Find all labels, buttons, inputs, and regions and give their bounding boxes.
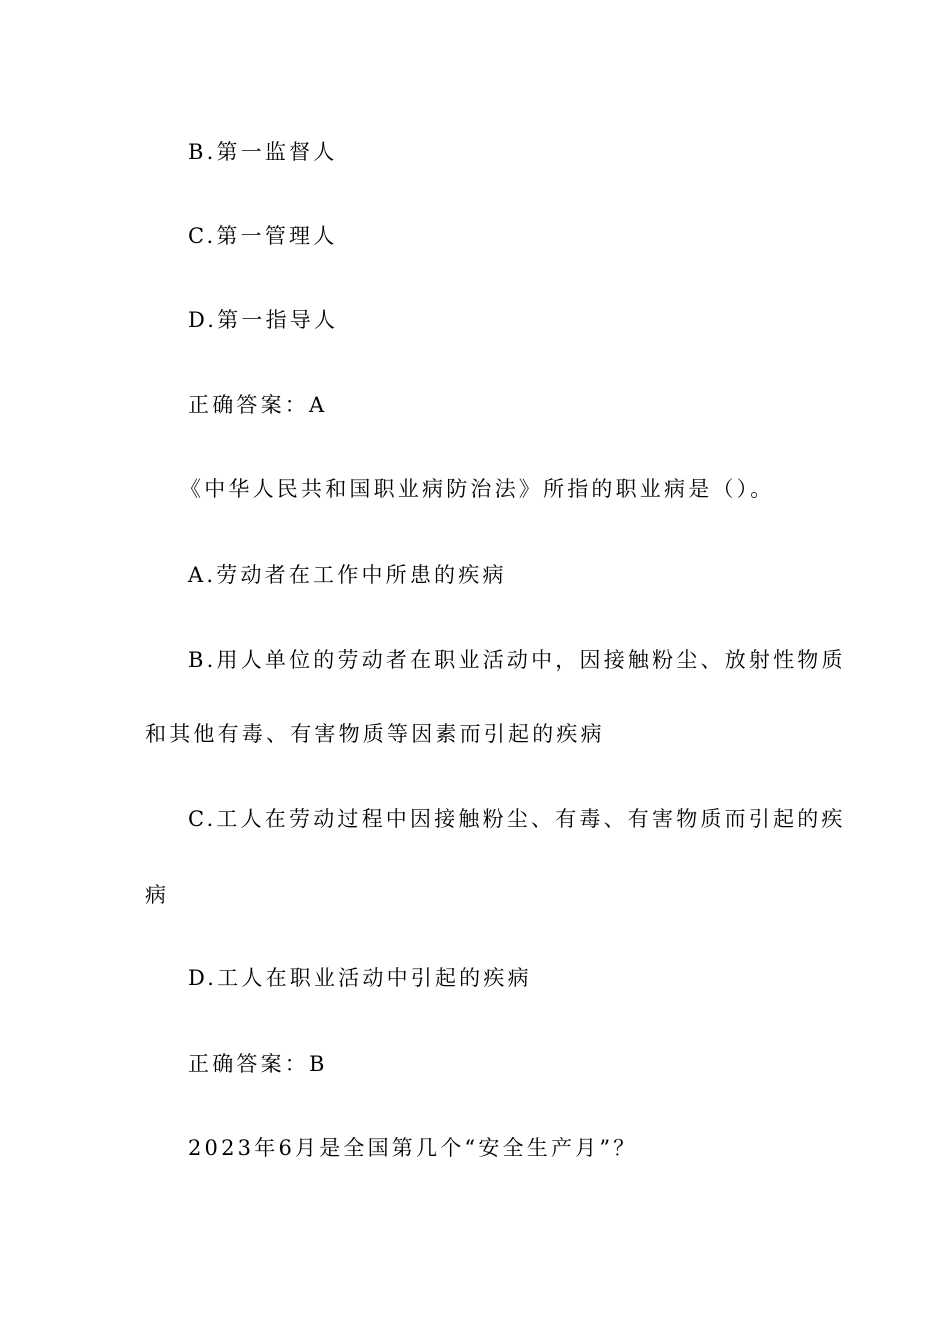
answer-text-2: 正确答案：B [188, 1052, 328, 1076]
option-d-text: D.第一指导人 [188, 308, 339, 332]
option-c-text: C.第一管理人 [188, 224, 338, 248]
option-c-text-line1: C.工人在劳动过程中因接触粉尘、有毒、有害物质而引起的疾 [188, 807, 846, 831]
option-b-text-line1: B.用人单位的劳动者在职业活动中，因接触粉尘、放射性物质 [188, 648, 846, 672]
option-c-text-line2: 病 [145, 883, 170, 907]
option-b-text: B.第一监督人 [188, 140, 338, 164]
option-a-text: A.劳动者在工作中所患的疾病 [188, 563, 507, 587]
option-d-text-2: D.工人在职业活动中引起的疾病 [188, 966, 532, 990]
question-text: 《中华人民共和国职业病防治法》所指的职业病是（）。 [180, 477, 775, 501]
question-text-2: 2023年6月是全国第几个“安全生产月”？ [188, 1136, 638, 1160]
answer-text: 正确答案：A [188, 393, 328, 417]
option-b-text-line2: 和其他有毒、有害物质等因素而引起的疾病 [145, 722, 605, 746]
